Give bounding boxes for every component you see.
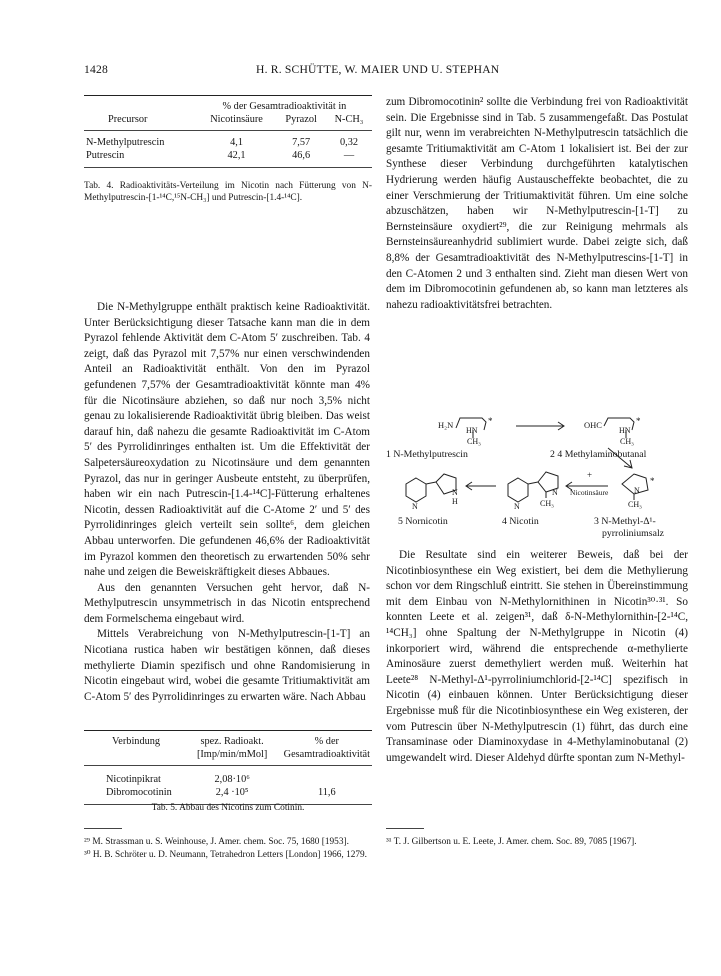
table-4 (84, 95, 372, 168)
atom-n: N (412, 502, 418, 511)
label-star: * (636, 416, 641, 426)
right-column-text (386, 95, 688, 313)
table-cell: Dibromocotinin (106, 787, 172, 798)
label-compound-1: 1 N-Methylputrescin (386, 449, 468, 460)
table-4-col-nch3: N-CH₃ (334, 114, 364, 125)
label-reagent: Nicotinsäure (570, 488, 609, 497)
table-4-group-header: % der Gesamtradioaktivität in (222, 101, 347, 112)
atom-n: N (514, 502, 520, 511)
atom-ohc: OHC (584, 420, 602, 430)
footnote: ³⁰ H. B. Schröter u. D. Neumann, Tetrahedron Letters [London] 1966, 1279. (84, 850, 367, 860)
table-cell: Nicotinpikrat (106, 774, 161, 785)
label-compound-2: 2 4 Methylaminobutanal (550, 449, 647, 460)
footnotes-right (386, 836, 688, 849)
atom-ch3: CH₃ (628, 500, 642, 509)
atom-h2n: H₂N (438, 420, 454, 430)
table-5 (84, 730, 372, 805)
table-5-col-percent: % der Gesamtradioaktivität (283, 736, 370, 760)
table-cell: Putrescin (86, 150, 125, 161)
footnote-rule (84, 828, 122, 829)
table-cell: 46,6 (292, 150, 311, 161)
label-compound-4: 4 Nicotin (502, 516, 539, 527)
table-4-col-nicotinsaeure: Nicotinsäure (210, 114, 263, 125)
table-4-col-pyrazol: Pyrazol (285, 114, 317, 125)
table-4-col-precursor: Precursor (108, 114, 148, 125)
label-compound-5: 5 Nornicotin (398, 516, 448, 527)
paragraph: Die N-Methylgruppe enthält praktisch keine Radioaktivität. Unter Berücksichtigung dieser Tatsache kann man die in dem Pyrazol fehlende Aktivität dem C-Atom 5′ zuschreiben. Tab. 4 zeigt, daß das Pyrazol mit 7,57% nur einen verschwindenden Anteil an Radioaktivität enthält. Von den im Pyrazol gefundenen 7,57% der Gesamtradioaktivität könnte man 4% für die Nicotinsäure abziehen, so daß nur noch 3,5% nicht genau zu lokalisierende Radioaktivität übrig bleiben. Das weist darauf hin, daß nahezu die gesamte Radioaktivität im C-Atom 5′ des Pyrrolidinringes enthalten ist. Um die Effektivität der Salpetersäureoxydation zu Nicotinsäure und dem genannten Pyrazol, das nur in geringer Ausbeute entsteht, zu überprüfen, haben wir ein nach Putrescin-[1.4-¹⁴C]-Fütterung erhaltenes Nicotin, dessen Radioaktivität auf die C-Atome 2′ und 5′ des Pyrrolidinringes gleich verteilt sein sollte⁶, dem gleichen Abbau unterworfen. Die gefundenen 46,6% der Radioaktivität im Pyrazol kommen den theoretisch zu erwartenden 50% sehr nahe und zeigen die Beweiskräftigkeit dieses Abbaues. (84, 301, 370, 579)
reaction-scheme (386, 408, 688, 540)
table-row (84, 766, 372, 787)
paragraph: Aus den genannten Versuchen geht hervor, daß N-Methylputrescin unsymmetrisch in das Nicotin entsprechend dem Formelschema eingebaut wird. (84, 581, 370, 625)
table-cell (282, 766, 372, 787)
table-5-caption: Tab. 5. Abbau des Nicotins zum Cotinin. (151, 803, 305, 813)
table-row (84, 786, 372, 805)
table-cell: 11,6 (318, 787, 336, 798)
paragraph: zum Dibromocotinin² sollte die Verbindung frei von Radioaktivität sein. Die Ergebnisse sind in Tab. 5 zusammengefaßt. Das Postulat gilt nur, wenn im verabreichten N-Methylputrescin tatsächlich die gesamte Tritiumaktivität am C-Atom 1 lokalisiert ist. Bei der zur Synthese dieser Verbindung durchgeführten katalytischen Hydrierung werden häufig Austauscheffekte beobachtet, die zu einer Verschmierung der Tritiumaktivität führen. Um eine solche abzuschätzen, haben wir N-Methylputrescin-[1-T] zu Bernsteinsäure oxydiert²⁹, die zur Reinigung mehrmals als Bernsteinsäureanhydrid sublimiert wurde. Dabei zeigte sich, daß 8,8% der Gesamtradioaktivität des N-Methylputrescins-[1-T] in den C-Atomen 2 und 3 enthalten sind. Zieht man diesen Wert von dem im Dibromocotinin gefundenen ab, so kann man letzteres als nahezu radioaktivitätsfrei betrachten. (386, 96, 688, 311)
table-row (84, 131, 372, 150)
table-cell: — (343, 150, 355, 161)
table-cell: 7,57 (292, 137, 311, 148)
table-cell: 2,4 ·10⁵ (215, 787, 249, 798)
table-cell: N-Methylputrescin (86, 137, 165, 148)
table-5-col-spez: spez. Radioakt. [Imp/min/mMol] (196, 736, 268, 760)
table-cell: 4,1 (230, 137, 243, 148)
label-compound-3-line2: pyrroliniumsalz (602, 528, 665, 539)
footnote: ²⁹ M. Strassman u. S. Weinhouse, J. Amer. chem. Soc. 75, 1680 [1953]. (84, 837, 349, 847)
atom-hn: HN (619, 426, 631, 435)
table-cell: 2,08·10⁶ (214, 774, 250, 785)
footnotes-left (84, 836, 372, 862)
table-cell: 0,32 (339, 137, 358, 148)
label-plus: + (587, 470, 593, 480)
footnote: ³¹ T. J. Gilbertson u. E. Leete, J. Amer. chem. Soc. 89, 7085 [1967]. (386, 837, 637, 847)
atom-n: N (634, 486, 640, 495)
atom-n: N (552, 488, 558, 497)
atom-ch3: CH₃ (620, 437, 634, 446)
running-head: H. R. SCHÜTTE, W. MAIER UND U. STEPHAN (256, 63, 500, 76)
atom-ch3: CH₃ (467, 437, 481, 446)
atom-ch3: CH₃ (540, 499, 554, 508)
label-compound-3-line1: 3 N-Methyl-Δ¹- (594, 516, 656, 527)
atom-hn: HN (466, 426, 478, 435)
paragraph: Mittels Verabreichung von N-Methylputrescin-[1-T] an Nicotiana rustica haben wir bestätigen können, daß dieses methylierte Diamin spezifisch und ohne Randomisierung in Nicotin eingebaut wird, wobei die gesamte Tritiumaktivität am C-Atom 5′ des Pyrrolidinringes zu erwarten wäre. Nach Abbau (84, 628, 370, 703)
table-4-caption: Tab. 4. Radioaktivitäts-Verteilung im Nicotin nach Fütterung von N-Methylputrescin-[1-¹⁴C,¹⁵N-CH₃] und Putrescin-[1.4-¹⁴C]. (84, 181, 372, 203)
label-star: * (488, 416, 493, 426)
atom-n: N (452, 488, 458, 497)
left-column-text (84, 300, 370, 705)
right-column-text-lower (386, 548, 688, 766)
paragraph: Die Resultate sind ein weiterer Beweis, daß bei der Nicotinbiosynthese ein Weg existiert, bei dem die Methylierung schon vor dem Ringschluß eintritt. Sie stehen in Übereinstimmung mit dem Einbau von N-Methylornithinen in Nicotin³⁰·³¹. So konnten Leete et al. zeigen³¹, daß δ-N-Methylornithin-[2-¹⁴C, ¹⁴CH₃] ohne Spaltung der N-Methylgruppe in Nicotin (4) inkorporiert wird, während die entsprechende α-methylierte Aminosäure zuerst demethyliert werden muß. Weiterhin hat Leete²⁸ N-Methyl-Δ¹-pyrroliniumchlorid-[2-¹⁴C] spezifisch in Nicotin (4) einbauen können. Unter Berücksichtigung dieser Ergebnisse muß für die Nicotinbiosynthese ein Weg existeren, der vom Putrescin über N-Methylputrescin (1) führt, das durch eine Transaminase oder Diaminoxydase in 4-Methylaminobutanal (2) umgewandelt wird. Dieser Aldehyd dürfte spontan zum N-Methyl- (386, 549, 688, 764)
table-5-col-verbindung: Verbindung (112, 736, 161, 747)
table-row (84, 149, 372, 168)
page-number: 1428 (84, 63, 108, 76)
table-cell: 42,1 (227, 150, 246, 161)
footnote-rule (386, 828, 424, 829)
atom-h: H (452, 497, 458, 506)
label-star: * (650, 476, 655, 486)
